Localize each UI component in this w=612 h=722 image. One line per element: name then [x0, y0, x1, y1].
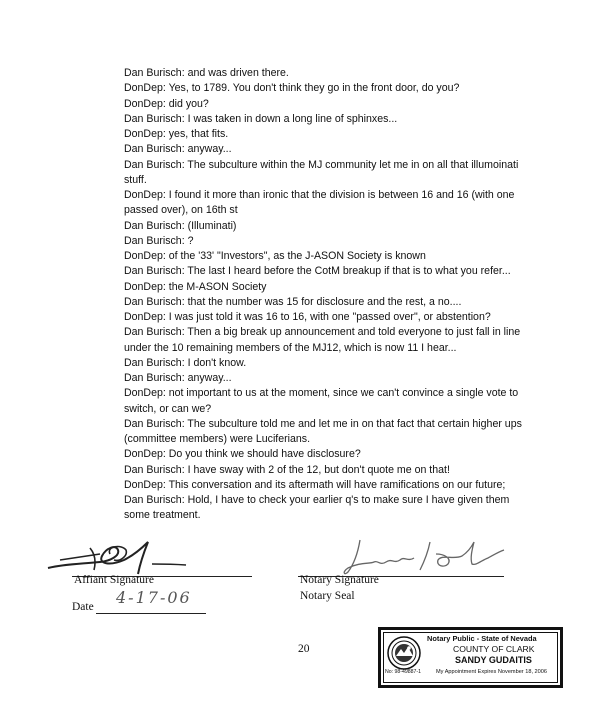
transcript-line: DonDep: of the '33' "Investors", as the J-ASON Society is known [124, 250, 426, 262]
notary-seal-label: Notary Seal [300, 590, 355, 602]
transcript-line: Dan Burisch: The subculture within the MJ community let me in on all that illumoinati stuff. [124, 158, 519, 186]
transcript-line: DonDep: Do you think we should have disclosure? [124, 448, 361, 461]
notary-stamp [378, 627, 563, 688]
transcript-line: Dan Burisch: Hold, I have to check your earlier q's to make sure I have given them some treatment. [124, 494, 510, 522]
notary-handwritten-signature [340, 532, 510, 578]
transcript-line: Dan Burisch: ? [124, 234, 194, 247]
transcript-line: Dan Burisch: anyway... [124, 372, 232, 384]
transcript-line: DonDep: I was just told it was 16 to 16, with one "passed over", or abstention? [124, 311, 491, 323]
transcript-line: DonDep: Yes, to 1789. You don't think they go in the front door, do you? [124, 82, 460, 95]
transcript-line: Dan Burisch: The subculture told me and let me in on that fact that certain higher ups (committee members) were Luciferians. [124, 417, 522, 445]
date-line [96, 613, 206, 614]
state-seal-icon [387, 636, 421, 670]
date-value: 4-17-06 [116, 588, 192, 607]
stamp-expires: My Appointment Expires November 18, 2006 [436, 669, 548, 675]
transcript-line: Dan Burisch: I have sway with 2 of the 12, but don't quote me on that! [124, 463, 450, 476]
transcript-line: Dan Burisch: and was driven there. [124, 67, 289, 79]
stamp-line1: Notary Public - State of Nevada [427, 634, 537, 643]
date-label: Date [72, 601, 94, 613]
notary-signature-label: Notary Signature [300, 574, 379, 586]
transcript-line: DonDep: I found it more than ironic that the division is between 16 and 16 (with one passed over), on 16th st [124, 189, 515, 217]
stamp-number: No: 98-49887-1 [385, 669, 422, 675]
transcript-line: DonDep: This conversation and its aftermath will have ramifications on our future; [124, 478, 506, 491]
transcript-line: DonDep: did you? [124, 97, 209, 110]
transcript-line: Dan Burisch: (Illuminati) [124, 219, 237, 232]
transcript-line: DonDep: yes, that fits. [124, 128, 229, 140]
stamp-line3: SANDY GUDAITIS [455, 655, 532, 665]
transcript-line: Dan Burisch: Then a big break up announcement and told everyone to just fall in line under the 10 remaining members of the MJ12, which is now 11 I hear... [124, 326, 521, 354]
stamp-line2: COUNTY OF CLARK [453, 644, 535, 654]
affiant-signature-label: Affiant Signature [74, 574, 154, 586]
transcript-line: DonDep: not important to us at the moment, since we can't convince a single vote to switch, or can we? [124, 387, 519, 415]
transcript-line: Dan Burisch: that the number was 15 for disclosure and the rest, a no.... [124, 295, 462, 308]
transcript-line: Dan Burisch: The last I heard before the CotM breakup if that is to what you refer... [124, 265, 511, 278]
transcript-line: DonDep: the M-ASON Society [124, 280, 267, 293]
transcript-line: Dan Burisch: I don't know. [124, 356, 247, 369]
transcript-line: Dan Burisch: I was taken in down a long line of sphinxes... [124, 112, 398, 125]
transcript-line: Dan Burisch: anyway... [124, 143, 232, 156]
page-number: 20 [298, 643, 310, 655]
chat-transcript [124, 66, 524, 524]
